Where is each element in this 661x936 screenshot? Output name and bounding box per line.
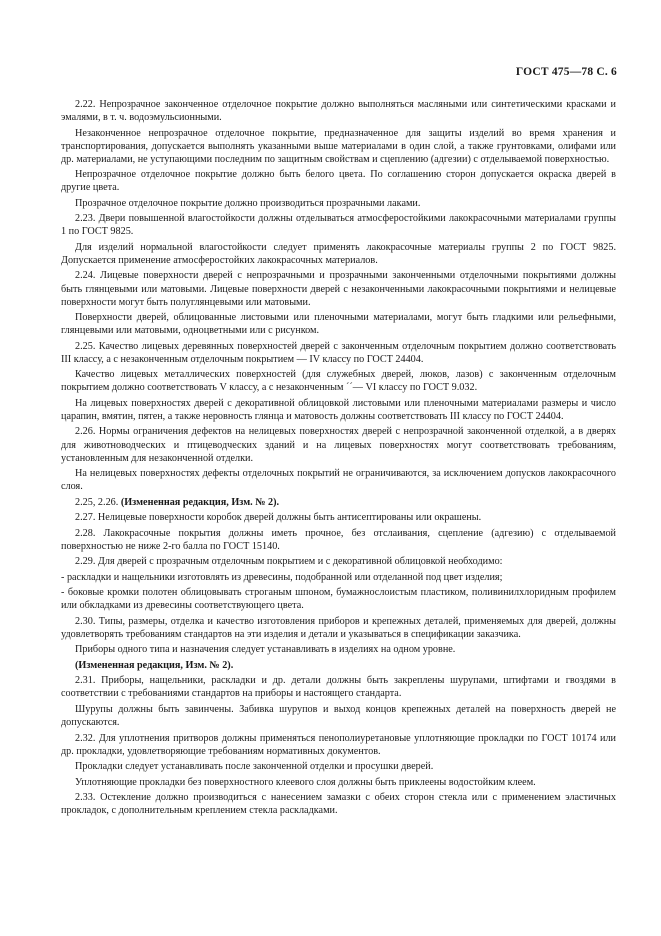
page-header: ГОСТ 475—78 С. 6 (515, 66, 617, 78)
amendment-note (61, 496, 616, 509)
paragraph: 2.30. Типы, размеры, отделка и качество изготовления приборов и крепежных деталей, применяемых для дверей, должны удовлетворять требованиям стандартов на эти изделия и детали и указываться в спецификации заказчика. (61, 615, 616, 640)
paragraph: 2.26. Нормы ограничения дефектов на нелицевых поверхностях дверей с непрозрачной законченной отделкой, а в дверях для животноводческих и птицеводческих зданий и на лицевых поверхностях могут соответствовать требованиям, установленным для незаконченной отделки. (61, 426, 616, 464)
list-item: - боковые кромки полотен облицовывать строганым шпоном, бумажнослоистым пластиком, поливинилхлоридным профилем или обкладками из древесины соответствующего цвета. (61, 587, 616, 612)
paragraph: Непрозрачное отделочное покрытие должно быть белого цвета. По соглашению сторон допускается окраска дверей в другие цвета. (61, 169, 616, 194)
paragraph: Для изделий нормальной влагостойкости следует применять лакокрасочные материалы группы 2 по ГОСТ 9825. Допускается применение атмосферостойких лакокрасочных материалов. (61, 241, 616, 266)
amendment-text: (Измененная редакция, Изм. № 2). (75, 659, 234, 671)
paragraph: 2.23. Двери повышенной влагостойкости должны отделываться атмосферостойкими лакокрасочными материалами группы 1 по ГОСТ 9825. (61, 213, 616, 238)
paragraph: 2.24. Лицевые поверхности дверей с непрозрачными и прозрачными законченными отделочными покрытиями должны быть глянцевыми или матовыми. Лицевые поверхности дверей с незаконченными лакокрасочными покрытиями и нелицевые поверхности могут быть полуглянцевыми или матовыми. (61, 270, 616, 308)
paragraph: Прозрачное отделочное покрытие должно производиться прозрачными лаками. (75, 197, 421, 209)
paragraph: 2.22. Непрозрачное законченное отделочное покрытие должно выполняться масляными или синтетическими красками и эмалями, в т. ч. водоэмульсионными. (61, 99, 616, 124)
paragraph: 2.33. Остекление должно производиться с нанесением замазки с обеих сторон стекла или с применением эластичных прокладок, с дополнительным креплением стекла раскладками. (61, 792, 616, 817)
amendment-text: (Измененная редакция, Изм. № 2). (120, 496, 280, 508)
paragraph: 2.27. Нелицевые поверхности коробок дверей должны быть антисептированы или окрашены. (75, 512, 482, 524)
paragraph: Приборы одного типа и назначения следует устанавливать в изделиях на одном уровне. (75, 644, 456, 656)
paragraph: На лицевых поверхностях дверей с декоративной облицовкой листовыми или пленочными материалами размеры и число царапин, вмятин, пятен, а также неровность глянца и матовость должны соответствовать III классу по ГОСТ 24404. (61, 397, 616, 422)
paragraph: Прокладки следует устанавливать после законченной отделки и просушки дверей. (75, 761, 434, 773)
amendment-prefix: 2.25, 2.26. (75, 496, 121, 508)
paragraph: 2.31. Приборы, нащельники, раскладки и др. детали должны быть закреплены шурупами, штифтами и гвоздями в соответствии с требованиями стандартов на приборы и настоящего стандарта. (61, 675, 616, 700)
paragraph: Уплотняющие прокладки без поверхностного клеевого слоя должны быть приклеены водостойким клеем. (75, 776, 536, 788)
paragraph: На нелицевых поверхностях дефекты отделочных покрытий не ограничиваются, за исключением допусков лакокрасочного слоя. (61, 468, 616, 493)
paragraph: 2.25. Качество лицевых деревянных поверхностей дверей с законченным отделочным покрытием должно соответствовать III классу, а с незаконченным отделочным покрытием — IV классу по ГОСТ 24404. (61, 340, 616, 365)
paragraph: 2.29. Для дверей с прозрачным отделочным покрытием и с декоративной облицовкой необходимо: (75, 556, 503, 568)
paragraph: Качество лицевых металлических поверхностей (для служебных дверей, люков, лазов) с законченным отделочным покрытием должно соответствовать V классу, а с незаконченным ´´— VI классу по ГОСТ 9.032. (61, 369, 616, 394)
paragraph: Поверхности дверей, облицованные листовыми или пленочными материалами, могут быть гладкими или рельефными, глянцевыми или матовыми, одноцветными или с рисунком. (61, 312, 616, 337)
paragraph: 2.32. Для уплотнения притворов должны применяться пенополиуретановые уплотняющие прокладки по ГОСТ 10174 или др. прокладки, удовлетворяющие требованиям нормативных документов. (61, 732, 616, 757)
paragraph: Незаконченное непрозрачное отделочное покрытие, предназначенное для защиты изделий во время хранения и транспортирования, допускается выполнять указанными выше материалами в один слой, а также грунтовками, олифами или др. материалами, не уступающими последним по защитным свойствам и сцеплению (адгезии) с отделываемой поверхностью. (61, 127, 616, 165)
amendment-note (61, 659, 616, 672)
paragraph: Шурупы должны быть завинчены. Забивка шурупов и выход концов крепежных деталей на поверхность дверей не допускаются. (61, 703, 616, 729)
paragraph: 2.28. Лакокрасочные покрытия должны иметь прочное, без отслаивания, сцепление (адгезию) с отделываемой поверхностью не ниже 2-го балла по ГОСТ 15140. (61, 527, 616, 552)
document-body (61, 98, 616, 817)
list-item: - раскладки и нащельники изготовлять из древесины, подобранной или отделанной под цвет изделия; (61, 571, 503, 583)
